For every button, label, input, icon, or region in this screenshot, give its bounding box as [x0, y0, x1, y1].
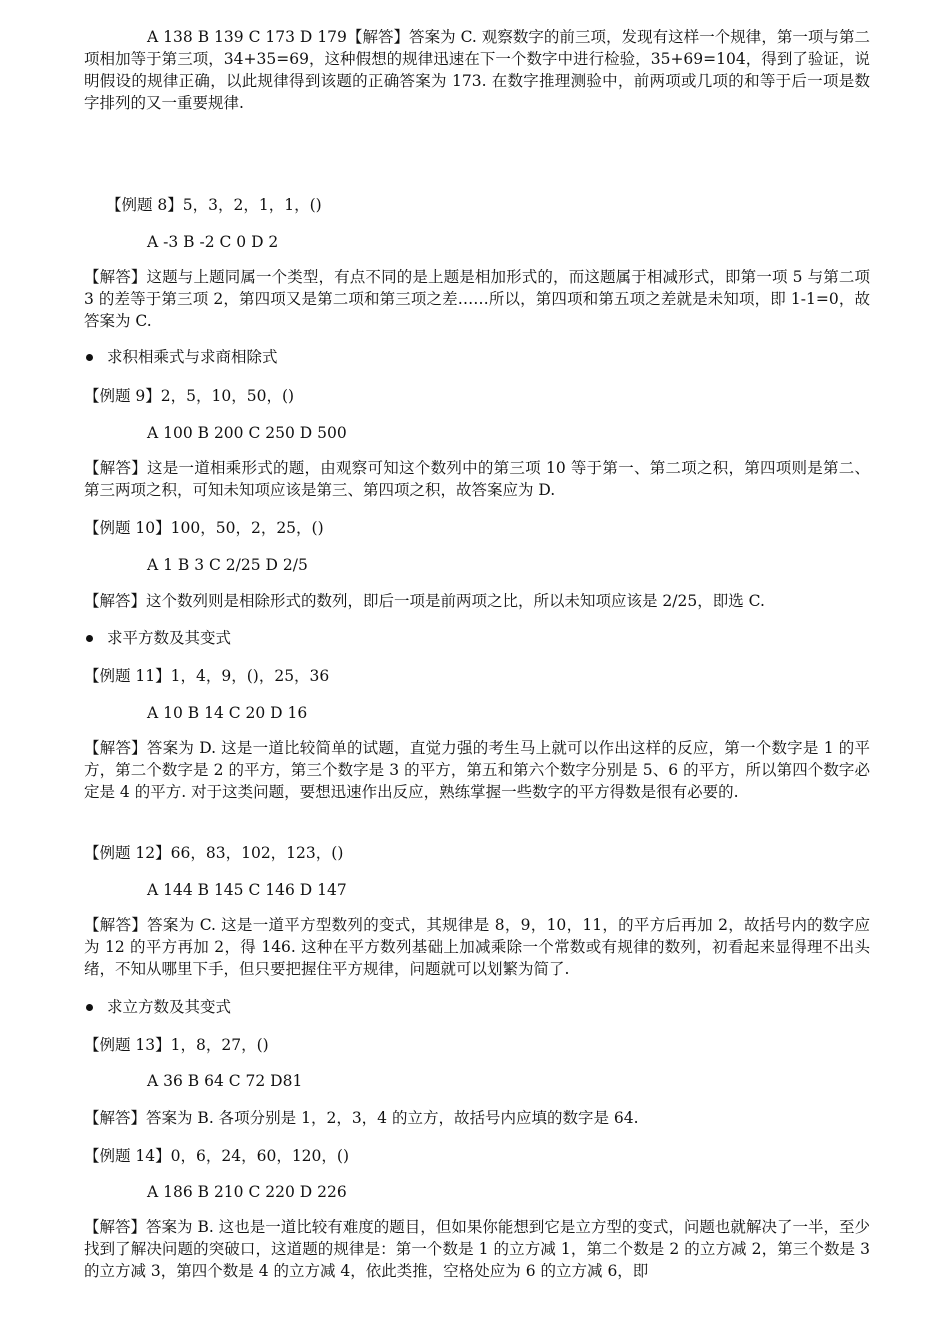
- example-12-answer: 【解答】答案为 C. 这是一道平方型数列的变式，其规律是 8，9，10，11，的平方后再加 2，故括号内的数字应为 12 的平方再加 2，得 146. 这种在平方数列基础上加减乘除一个常数或有规律的数列，初看起来显得理不出头绪，不知从哪里下手，但只要把握住平方规律，问题就可以划繁为简了.: [84, 916, 870, 978]
- example-13-answer: 【解答】答案为 B. 各项分别是 1，2，3，4 的立方，故括号内应填的数字是 64.: [84, 1109, 639, 1127]
- example-12-question: 【例题 12】66，83，102，123，(): [84, 844, 344, 862]
- example-11-options: A 10 B 14 C 20 D 16: [147, 704, 308, 722]
- example-9-question: 【例题 9】2，5，10，50，(): [84, 387, 295, 405]
- example-10-options: A 1 B 3 C 2/25 D 2/5: [147, 556, 308, 574]
- example-11-answer: 【解答】答案为 D. 这是一道比较简单的试题，直觉力强的考生马上就可以作出这样的反应，第一个数字是 1 的平方，第二个数字是 2 的平方，第三个数字是 3 的平方，第五和第六个数字分别是 5、6 的平方，所以第四个数字必定是 4 的平方. 对于这类问题，要想迅速作出反应，熟练掌握一些数字的平方得数是很有必要的.: [84, 739, 870, 801]
- example-8-options: A -3 B -2 C 0 D 2: [147, 233, 279, 251]
- example-10-question: 【例题 10】100，50，2，25，(): [84, 519, 324, 537]
- bullet-icon: [86, 354, 93, 361]
- bullet-cube-numbers: [84, 996, 231, 1018]
- example-10-answer: 【解答】这个数列则是相除形式的数列，即后一项是前两项之比，所以未知项应该是 2/25，即选 C.: [84, 592, 765, 610]
- bullet-product-quotient: [84, 346, 278, 368]
- bullet-icon: [86, 1004, 93, 1011]
- paragraph-example7-answer: A 138 B 139 C 173 D 179【解答】答案为 C. 观察数字的前三项，发现有这样一个规律，第一项与第二项相加等于第三项，34+35=69，这种假想的规律迅速在下一个数字中进行检验，35+69=104，得到了验证，说明假设的规律正确，以此规律得到该题的正确答案为 173. 在数字推理测验中，前两项或几项的和等于后一项是数字排列的又一重要规律.: [84, 28, 870, 112]
- example-13-question: 【例题 13】1，8，27，(): [84, 1036, 269, 1054]
- example-8-question: 【例题 8】5，3，2，1，1，(): [106, 196, 322, 214]
- example-14-options: A 186 B 210 C 220 D 226: [147, 1183, 347, 1201]
- bullet-label: 求立方数及其变式: [107, 998, 232, 1016]
- example-13-options: A 36 B 64 C 72 D81: [147, 1072, 303, 1090]
- example-8-answer: 【解答】这题与上题同属一个类型，有点不同的是上题是相加形式的，而这题属于相减形式，即第一项 5 与第二项 3 的差等于第三项 2，第四项又是第二项和第三项之差……所以，第四项和第五项之差就是未知项，即 1-1=0，故答案为 C.: [84, 268, 870, 330]
- example-14-question: 【例题 14】0，6，24，60，120，(): [84, 1147, 349, 1165]
- example-12-options: A 144 B 145 C 146 D 147: [147, 881, 347, 899]
- example-9-options: A 100 B 200 C 250 D 500: [147, 424, 347, 442]
- bullet-icon: [86, 635, 93, 642]
- example-14-answer: 【解答】答案为 B. 这也是一道比较有难度的题目，但如果你能想到它是立方型的变式，问题也就解决了一半，至少找到了解决问题的突破口，这道题的规律是：第一个数是 1 的立方减 1，第二个数是 2 的立方减 2，第三个数是 3的立方减 3，第四个数是 4 的立方减 4，依此类推，空格处应为 6 的立方减 6，即: [84, 1218, 870, 1280]
- bullet-label: 求平方数及其变式: [107, 629, 232, 647]
- example-9-answer: 【解答】这是一道相乘形式的题，由观察可知这个数列中的第三项 10 等于第一、第二项之积，第四项则是第二、第三两项之积，可知未知项应该是第三、第四项之积，故答案应为 D.: [84, 459, 870, 499]
- bullet-square-numbers: [84, 627, 231, 649]
- bullet-label: 求积相乘式与求商相除式: [107, 348, 278, 366]
- example-11-question: 【例题 11】1，4，9，()，25，36: [84, 667, 330, 685]
